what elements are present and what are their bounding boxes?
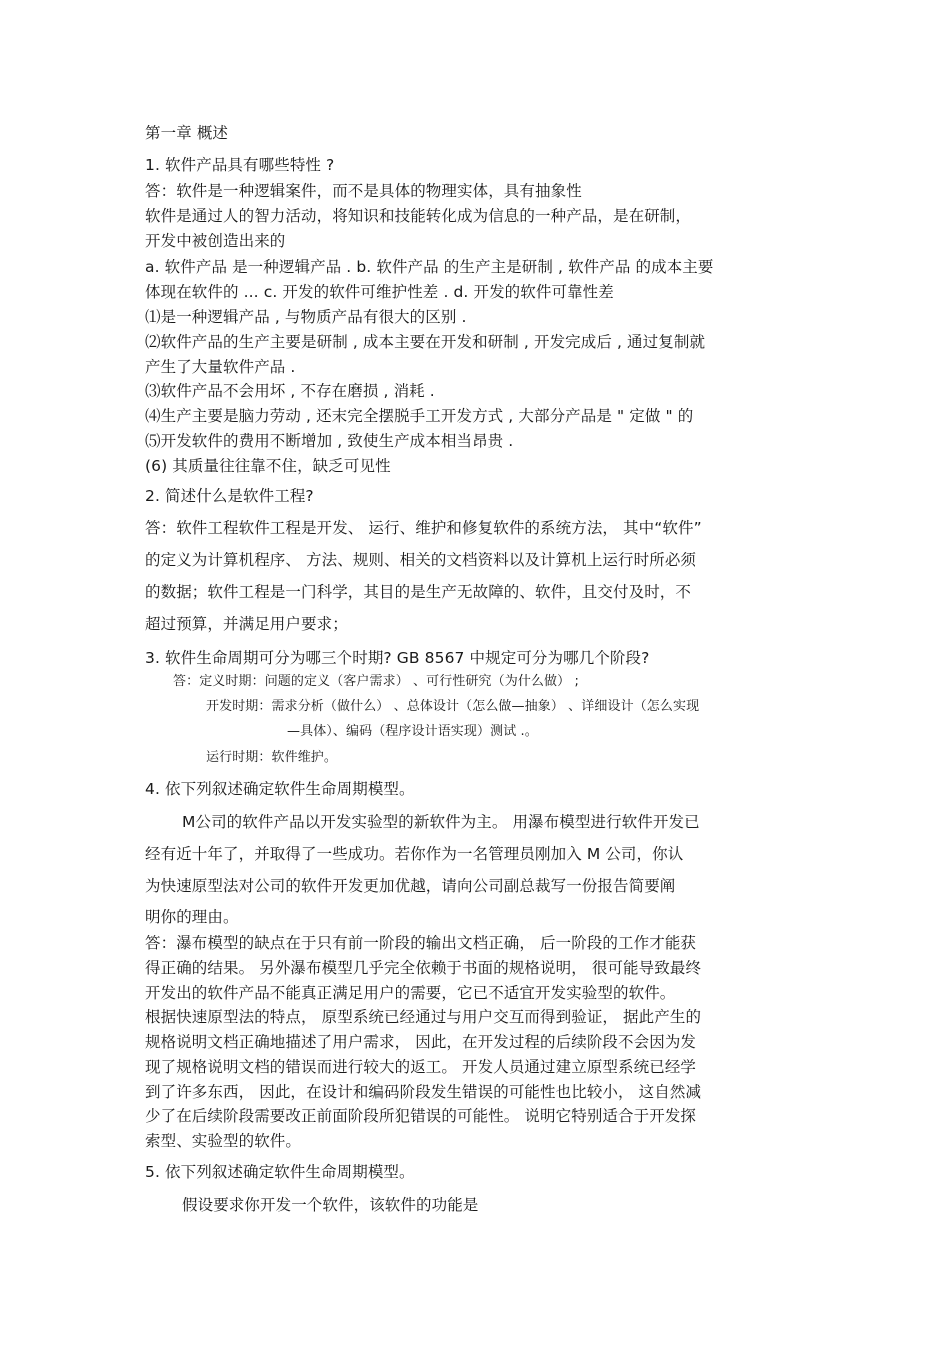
- question-heading: 3. 软件生命周期可分为哪三个时期? GB 8567 中规定可分为哪几个阶段?: [145, 649, 650, 667]
- text-line: ⑴是一种逻辑产品 , 与物质产品有很大的区别 .: [145, 308, 467, 326]
- text-line: 得正确的结果。 另外瀑布模型几乎完全依赖于书面的规格说明， 很可能导致最终: [145, 959, 702, 977]
- text-line: 明你的理由。: [145, 908, 239, 926]
- text-line: 产生了大量软件产品 .: [145, 358, 296, 376]
- text-line: 答：软件工程软件工程是开发、 运行、维护和修复软件的系统方法， 其中“软件”: [145, 519, 702, 537]
- text-line: ⑶软件产品不会用坏 , 不存在磨损 , 消耗 .: [145, 382, 435, 400]
- question-heading: 1. 软件产品具有哪些特性 ?: [145, 156, 335, 174]
- text-line: 答：定义时期：问题的定义（客户需求） 、可行性研究（为什么做） ;: [173, 674, 579, 689]
- text-line: 经有近十年了，并取得了一些成功。若你作为一名管理员刚加入 M 公司，你认: [145, 845, 684, 863]
- text-line: M公司的软件产品以开发实验型的新软件为主。 用瀑布模型进行软件开发已: [182, 813, 700, 831]
- chapter-title: 第一章 概述: [145, 124, 229, 142]
- text-line: ⑵软件产品的生产主要是研制 , 成本主要在开发和研制 , 开发完成后 , 通过复制就: [145, 333, 706, 351]
- question-heading: 4. 依下列叙述确定软件生命周期模型。: [145, 780, 415, 798]
- text-line: 的定义为计算机程序、 方法、规则、相关的文档资料以及计算机上运行时所必须: [145, 551, 697, 569]
- text-line: ⑸开发软件的费用不断增加 , 致使生产成本相当昂贵 .: [145, 432, 514, 450]
- text-line: 开发出的软件产品不能真正满足用户的需要，它已不适宜开发实验型的软件。: [145, 984, 676, 1002]
- text-line: 规格说明文档正确地描述了用户需求， 因此，在开发过程的后续阶段不会因为发: [145, 1033, 697, 1051]
- text-line: 开发中被创造出来的: [145, 232, 286, 250]
- text-line: 超过预算，并满足用户要求；: [145, 615, 348, 633]
- text-line: 的数据；软件工程是一门科学，其目的是生产无故障的、软件，且交付及时，不: [145, 583, 692, 601]
- text-line: 少了在后续阶段需要改正前面阶段所犯错误的可能性。 说明它特别适合于开发探: [145, 1107, 697, 1125]
- text-line: —具体）、编码（程序设计语实现）测试 .。: [287, 724, 538, 739]
- text-line: ⑷生产主要是脑力劳动 , 还末完全摆脱手工开发方式 , 大部分产品是 " 定做 " 的: [145, 407, 694, 425]
- text-line: 体现在软件的 ... c. 开发的软件可维护性差 . d. 开发的软件可靠性差: [145, 283, 614, 301]
- text-line: 现了规格说明文档的错误而进行较大的返工。 开发人员通过建立原型系统已经学: [145, 1058, 697, 1076]
- text-line: 根据快速原型法的特点， 原型系统已经通过与用户交互而得到验证， 据此产生的: [145, 1008, 702, 1026]
- text-line: 到了许多东西， 因此，在设计和编码阶段发生错误的可能性也比较小， 这自然减: [145, 1083, 702, 1101]
- text-line: a. 软件产品 是一种逻辑产品 . b. 软件产品 的生产主是研制 , 软件产品 的成本主要: [145, 258, 714, 276]
- text-line: 答：软件是一种逻辑案件，而不是具体的物理实体，具有抽象性: [145, 182, 582, 200]
- question-heading: 2. 简述什么是软件工程?: [145, 487, 314, 505]
- question-heading: 5. 依下列叙述确定软件生命周期模型。: [145, 1163, 415, 1181]
- text-line: 软件是通过人的智力活动，将知识和技能转化成为信息的一种产品，是在研制，: [145, 207, 692, 225]
- text-line: 为快速原型法对公司的软件开发更加优越，请向公司副总裁写一份报告简要阐: [145, 877, 676, 895]
- text-line: 答：瀑布模型的缺点在于只有前一阶段的输出文档正确， 后一阶段的工作才能获: [145, 934, 697, 952]
- text-line: 假设要求你开发一个软件，该软件的功能是: [182, 1196, 479, 1214]
- text-line: (6) 其质量往往靠不住，缺乏可见性: [145, 457, 391, 475]
- text-line: 运行时期：软件维护。: [206, 750, 338, 765]
- text-line: 开发时期：需求分析（做什么） 、总体设计（怎么做—抽象） 、详细设计（怎么实现: [206, 699, 700, 714]
- text-line: 索型、实验型的软件。: [145, 1132, 302, 1150]
